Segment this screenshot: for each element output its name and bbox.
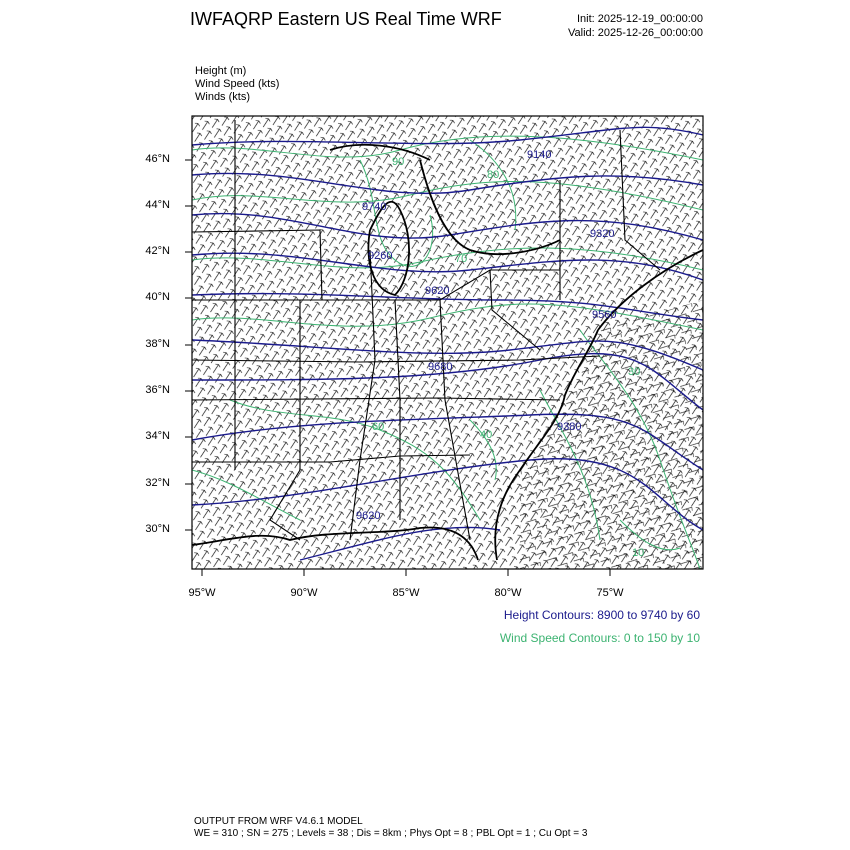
height-label: 9320 [590, 228, 615, 240]
height-label: 9620 [356, 510, 381, 522]
lat-tick-label: 34°N [145, 430, 170, 442]
lon-tick-label: 85°W [392, 587, 420, 599]
height-label: 9740 [362, 201, 387, 213]
lon-tick-label: 80°W [494, 587, 522, 599]
wind-label: 90 [392, 156, 405, 168]
lat-tick-label: 46°N [145, 153, 170, 165]
height-label: 9560 [592, 309, 617, 321]
valid-time: Valid: 2025-12-26_00:00:00 [568, 27, 703, 39]
field-label-wind-speed: Wind Speed (kts) [195, 78, 280, 90]
model-footer-line1: OUTPUT FROM WRF V4.6.1 MODEL [194, 816, 363, 827]
field-label-height: Height (m) [195, 65, 247, 77]
map-plot-area [192, 116, 703, 569]
wind-label: 70 [455, 253, 468, 265]
lat-tick-label: 42°N [145, 245, 170, 257]
wind-contours-note: Wind Speed Contours: 0 to 150 by 10 [499, 631, 700, 645]
map-title: IWFAQRP Eastern US Real Time WRF [190, 9, 502, 29]
height-label: 9680 [428, 361, 453, 373]
wind-label: 80 [487, 169, 500, 181]
lat-tick-label: 36°N [145, 384, 170, 396]
lat-tick-label: 40°N [145, 291, 170, 303]
lon-tick-label: 95°W [188, 587, 216, 599]
lon-tick-label: 75°W [596, 587, 624, 599]
height-label: 9380 [557, 421, 582, 433]
init-time: Init: 2025-12-19_00:00:00 [577, 13, 703, 25]
lat-tick-label: 32°N [145, 477, 170, 489]
height-contours-note: Height Contours: 8900 to 9740 by 60 [503, 608, 700, 622]
wind-label: 10 [632, 547, 645, 559]
wind-label: 60 [372, 421, 385, 433]
height-label: 9620 [425, 285, 450, 297]
wind-label: 40 [480, 429, 493, 441]
lat-tick-label: 30°N [145, 523, 170, 535]
lat-tick-label: 44°N [145, 199, 170, 211]
lat-tick-label: 38°N [145, 338, 170, 350]
height-label: 9140 [527, 149, 552, 161]
model-footer-line2: WE = 310 ; SN = 275 ; Levels = 38 ; Dis = 8km ; Phys Opt = 8 ; PBL Opt = 1 ; Cu Opt = 3 [194, 828, 588, 839]
height-label: 9260 [368, 250, 393, 262]
wind-label: 30 [628, 366, 641, 378]
lon-tick-label: 90°W [290, 587, 318, 599]
field-label-winds: Winds (kts) [195, 91, 250, 103]
